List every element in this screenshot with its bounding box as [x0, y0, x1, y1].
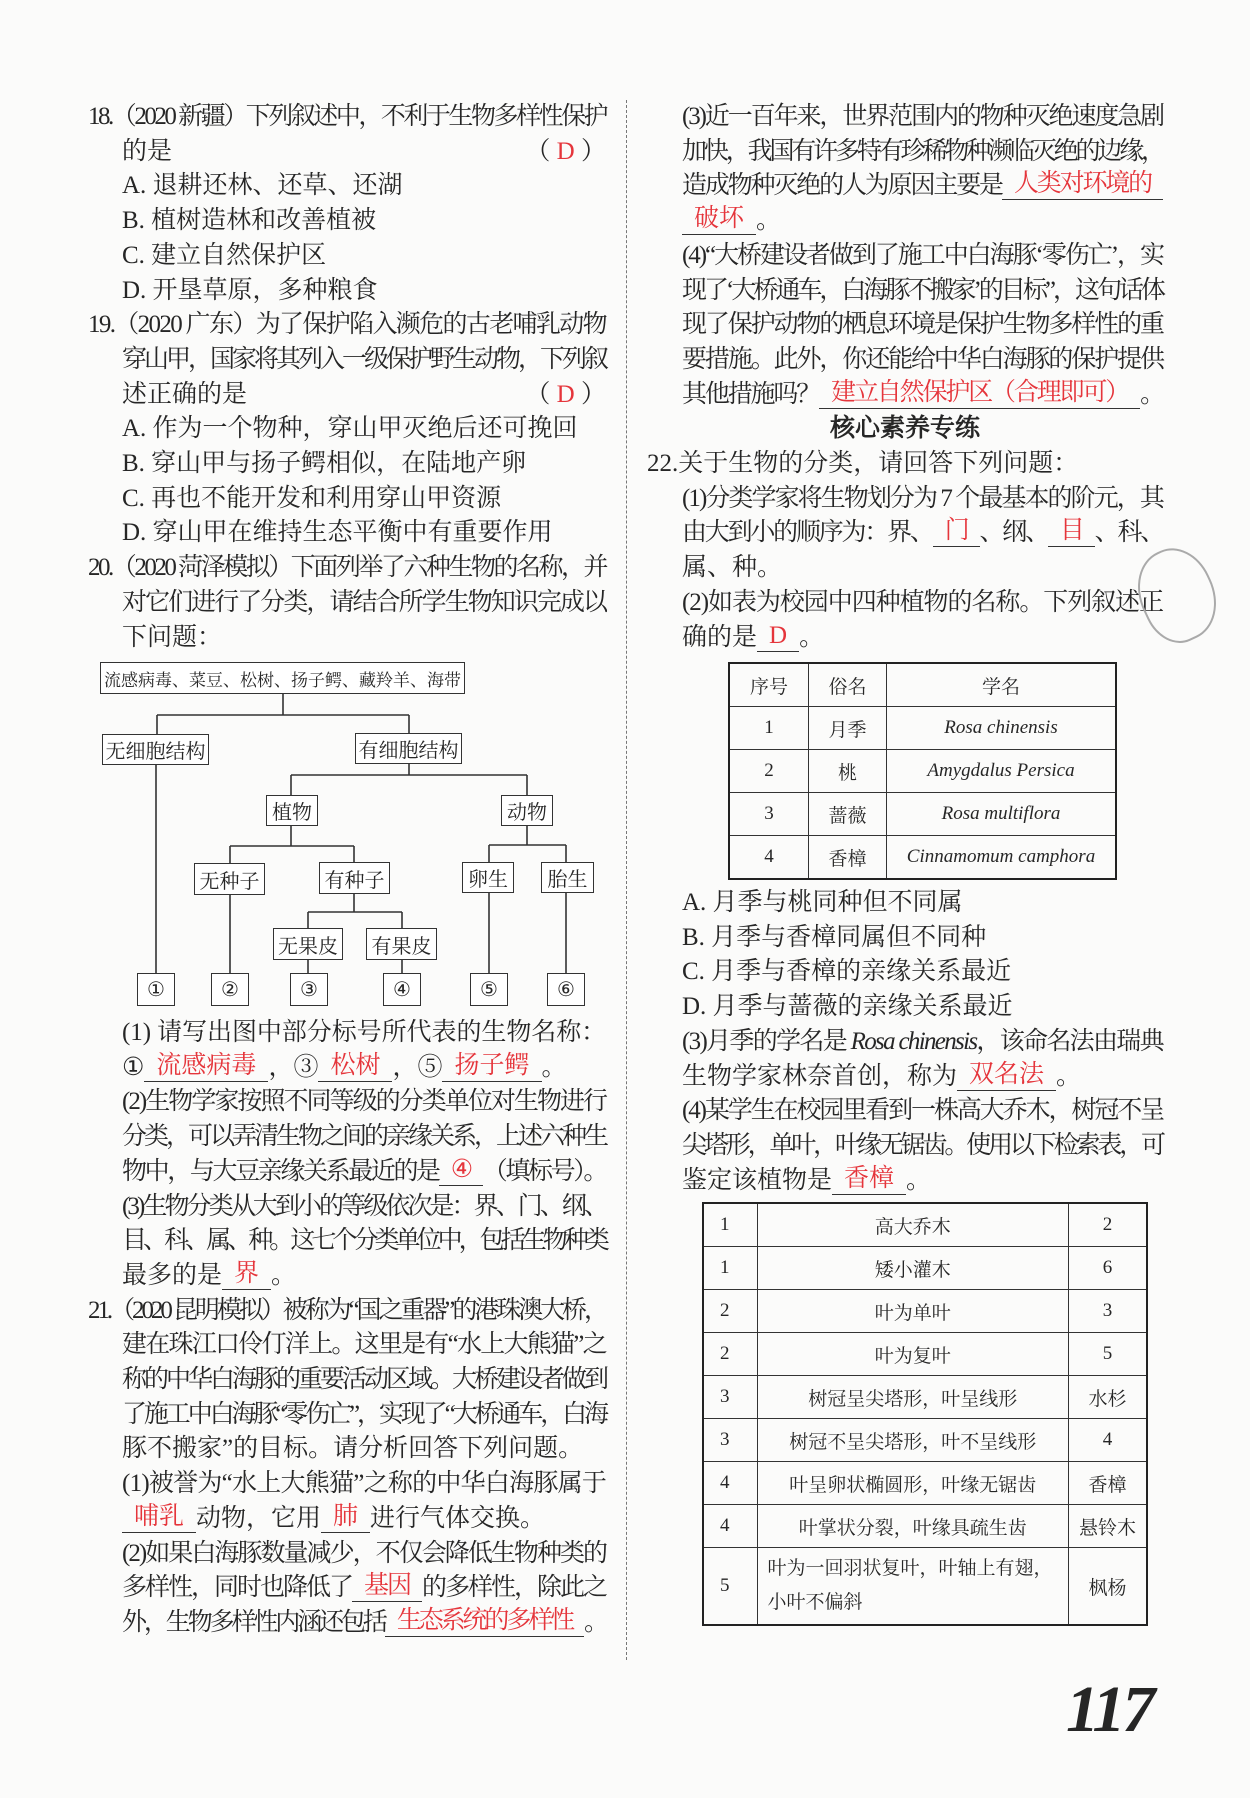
- text: B. 月季与香樟同属但不同种: [682, 923, 987, 951]
- text: 。: [756, 207, 782, 235]
- feature-cell: 树冠不呈尖塔形，叶不呈线形: [757, 1419, 1069, 1462]
- tree-node-has-peel: 有果皮: [366, 928, 437, 960]
- cell: 月季: [809, 707, 887, 750]
- text: 。: [584, 1608, 606, 1636]
- text: 造成物种灭绝的人为原因主要是: [682, 172, 1002, 200]
- step-cell: 2: [703, 1290, 757, 1333]
- text: C. 再也不能开发和利用穿山甲资源: [122, 484, 502, 512]
- scientific-name: Rosa chinensis: [850, 1027, 977, 1055]
- text-line: [122, 274, 378, 308]
- text-line: [122, 135, 172, 169]
- text-line: [682, 886, 963, 920]
- text-line: [122, 1432, 583, 1466]
- table-header-row: [729, 663, 1116, 707]
- text-line: [682, 169, 1163, 203]
- text: ①: [122, 1053, 145, 1081]
- text: 目、科、属、种。这七个分类单位中，包括生物种类: [122, 1227, 606, 1255]
- text-line: [682, 621, 824, 655]
- text: (1)分类学家将生物划分为 7 个最基本的阶元，其: [682, 484, 1163, 512]
- table-row: [729, 707, 1116, 750]
- text: 18.（2020 新疆）下列叙述中，不利于生物多样性保护: [88, 103, 607, 130]
- text: 分类，可以弄清生物之间的亲缘关系，上述六种生: [122, 1123, 607, 1151]
- answer-blank: 建立自然保护区（合理即可）: [819, 378, 1140, 409]
- answer-blank: D: [757, 621, 799, 652]
- text: (3)生物分类从大到小的等级依次是：界、门、纲、: [122, 1192, 607, 1220]
- tree-node-no-peel: 无果皮: [273, 928, 343, 960]
- cell: 桃: [809, 750, 887, 793]
- text: D. 月季与蔷薇的亲缘关系最近: [682, 993, 1013, 1021]
- stamp-logo: [1124, 537, 1231, 653]
- text-line: [122, 1571, 606, 1605]
- text: A. 月季与桃同种但不同属: [682, 889, 963, 916]
- answer-parentheses: [525, 135, 606, 169]
- result-cell: 水杉: [1069, 1376, 1148, 1419]
- answer-blank: 目: [1048, 516, 1095, 547]
- answer-blank: 香樟: [832, 1164, 906, 1195]
- text: 22.关于生物的分类，请回答下列问题：: [647, 450, 1079, 477]
- text: ）: [574, 137, 606, 165]
- text-line: [647, 447, 1078, 481]
- text-line: [122, 1224, 606, 1258]
- answer-choice: D: [556, 137, 575, 165]
- text: ，③: [268, 1053, 319, 1081]
- text-line: [682, 482, 1163, 516]
- text: (4)某学生在校园里看到一株高大乔木，树冠不呈: [682, 1097, 1164, 1125]
- text: 物中，与大豆亲缘关系最近的是: [122, 1157, 439, 1185]
- text: 豚不搬家”的目标。请分析回答下列问题。: [122, 1435, 584, 1463]
- text: 下问题：: [122, 623, 223, 651]
- tree-node-no-seed: 无种子: [194, 863, 265, 895]
- cell: 4: [729, 836, 809, 880]
- text: A. 退耕还林、还草、还湖: [122, 172, 403, 200]
- text: 21.（2020 昆明模拟）被称为“国之重器”的港珠澳大桥，: [88, 1296, 606, 1324]
- tree-node-leaf-4: ④: [383, 973, 421, 1006]
- table-row: [729, 836, 1116, 880]
- text-line: [122, 204, 376, 238]
- text: 。: [1140, 380, 1164, 408]
- tree-node-leaf-3: ③: [290, 973, 328, 1006]
- table-row: [703, 1419, 1147, 1462]
- answer-blank: 人类对环境的: [1002, 169, 1163, 200]
- text: (4)“大桥建设者做到了施工中白海豚‘零伤亡’，实: [682, 241, 1163, 269]
- answer-blank: 哺乳: [122, 1502, 196, 1533]
- tree-node-viviparous: 胎生: [541, 862, 594, 893]
- text: 最多的是: [122, 1261, 223, 1289]
- text: (3)近一百年来，世界范围内的物种灭绝速度急剧: [682, 103, 1164, 130]
- text-line: [122, 169, 403, 203]
- tree-node-leaf-1: ①: [137, 973, 175, 1006]
- text-line: [122, 1398, 606, 1432]
- text: 要措施。此外，你还能给中华白海豚的保护提供: [682, 345, 1163, 373]
- text: (2)如表为校园中四种植物的名称。下列叙述正: [682, 588, 1164, 616]
- text-line: [122, 516, 553, 550]
- table-row: [703, 1203, 1147, 1247]
- text: 现了保护动物的栖息环境是保护生物多样性的重: [682, 311, 1163, 339]
- answer-parentheses: [525, 378, 606, 412]
- text: (2)生物学家按照不同等级的分类单位对生物进行: [122, 1088, 607, 1116]
- text: D. 穿山甲在维持生态平衡中有重要作用: [122, 519, 553, 547]
- text: 。: [799, 623, 825, 651]
- text-line: [682, 586, 1163, 620]
- answer-blank: 门: [933, 516, 980, 547]
- text-line: [122, 1328, 606, 1362]
- text: 、纲、: [979, 519, 1048, 547]
- text: 建在珠江口伶仃洋上。这里是有“水上大熊猫”之: [122, 1331, 606, 1359]
- tree-node-root: 流感病毒、菜豆、松树、扬子鳄、藏羚羊、海带: [100, 662, 465, 694]
- feature-cell: 叶掌状分裂，叶缘具疏生齿: [757, 1505, 1069, 1548]
- text: 穿山甲，国家将其列入一级保护野生动物，下列叙: [122, 345, 607, 373]
- answer-blank: ④: [439, 1155, 483, 1186]
- table-row: [703, 1376, 1147, 1419]
- text-line: [805, 412, 1005, 446]
- tree-node-oviparous: 卵生: [462, 862, 514, 893]
- text-line: [122, 1537, 606, 1571]
- step-cell: 1: [703, 1247, 757, 1290]
- identification-key-table: [702, 1202, 1148, 1626]
- result-cell: 5: [1069, 1333, 1148, 1376]
- text-line: [122, 1259, 296, 1293]
- text-line: [682, 308, 1163, 342]
- answer-blank: 生态系统的多样性: [385, 1606, 584, 1637]
- text: 鉴定该植物是: [682, 1166, 833, 1194]
- tree-node-has-seed: 有种子: [319, 862, 390, 894]
- text: 生物学家林奈首创，称为: [682, 1062, 958, 1090]
- result-cell: 4: [1069, 1419, 1148, 1462]
- text-line: [88, 308, 606, 342]
- text: ，⑤: [392, 1053, 443, 1081]
- tree-node-has-cell-structure: 有细胞结构: [355, 733, 462, 764]
- feature-cell: 高大乔木: [757, 1203, 1069, 1247]
- text-line: [682, 1060, 1081, 1094]
- result-cell: 悬铃木: [1069, 1505, 1148, 1548]
- result-cell: 香樟: [1069, 1462, 1148, 1505]
- text-line: [682, 990, 1013, 1024]
- column-divider: [626, 100, 627, 1660]
- text-line: [122, 1120, 606, 1154]
- text: B. 植树造林和改善植被: [122, 207, 377, 235]
- text: 尖塔形，单叶，叶缘无锯齿。使用以下检索表，可: [682, 1131, 1163, 1159]
- cell: 1: [729, 707, 809, 750]
- cell: Rosa multiflora: [887, 793, 1117, 836]
- text: (2)如果白海豚数量减少，不仅会降低生物种类的: [122, 1539, 607, 1567]
- table-row: [703, 1505, 1147, 1548]
- answer-blank: 流感病毒: [144, 1051, 268, 1082]
- text: (1)被誉为“水上大熊猫”之称的中华白海豚属于: [122, 1470, 607, 1498]
- text: 进行气体交换。: [370, 1504, 546, 1532]
- feature-cell: 叶为复叶: [757, 1333, 1069, 1376]
- text: C. 月季与香樟的亲缘关系最近: [682, 958, 1012, 986]
- text: 、科、: [1094, 519, 1164, 547]
- text-line: [682, 1129, 1163, 1163]
- text: 的多样性，除此之: [422, 1574, 607, 1602]
- section-heading: 核心素养专练: [829, 415, 980, 443]
- plant-names-table: [728, 662, 1117, 880]
- text-line: [122, 447, 526, 481]
- text-line: [122, 482, 501, 516]
- text-line: [682, 1025, 1163, 1059]
- text-line: [122, 1363, 606, 1397]
- text: 加快，我国有许多特有珍稀物种濒临灭绝的边缘，: [682, 137, 1163, 165]
- text: （填标号）。: [482, 1157, 606, 1185]
- result-cell: 6: [1069, 1247, 1148, 1290]
- text: A. 作为一个物种，穿山甲灭绝后还可挽回: [122, 415, 578, 443]
- result-cell: 2: [1069, 1203, 1148, 1247]
- text-line: [122, 1502, 545, 1536]
- header-cell: 俗名: [809, 663, 887, 707]
- feature-cell: 叶呈卵状椭圆形，叶缘无锯齿: [757, 1462, 1069, 1505]
- cell: 3: [729, 793, 809, 836]
- text-line: [122, 378, 247, 412]
- text: 19.（2020 广东）为了保护陷入濒危的古老哺乳动物: [88, 311, 606, 339]
- feature-cell: 叶为一回羽状复叶，叶轴上有翅，小叶不偏斜: [757, 1548, 1069, 1626]
- table-row: [703, 1247, 1147, 1290]
- step-cell: 4: [703, 1505, 757, 1548]
- cell: Cinnamomum camphora: [887, 836, 1117, 880]
- text: 述正确的是: [122, 380, 248, 408]
- text-line: [682, 1164, 931, 1198]
- table-row: [703, 1462, 1147, 1505]
- text: 了施工中白海豚“零伤亡”，实现了“大桥通车，白海: [122, 1400, 606, 1428]
- text-line: [122, 412, 578, 446]
- text: 。: [1056, 1062, 1082, 1090]
- tree-node-leaf-2: ②: [211, 973, 249, 1006]
- text-line: [682, 516, 1163, 550]
- answer-blank: 双名法: [957, 1060, 1056, 1091]
- table-row: [729, 793, 1116, 836]
- cell: 2: [729, 750, 809, 793]
- text: 。: [906, 1166, 932, 1194]
- text: 由大到小的顺序为：界、: [682, 519, 933, 547]
- cell: 蔷薇: [809, 793, 887, 836]
- text: 20.（2020 菏泽模拟）下面列举了六种生物的名称，并: [88, 554, 607, 582]
- step-cell: 4: [703, 1462, 757, 1505]
- answer-blank: 松树: [318, 1051, 392, 1082]
- step-cell: 5: [703, 1548, 757, 1626]
- table-row: [729, 750, 1116, 793]
- text: 。: [541, 1053, 567, 1081]
- text-line: [122, 239, 326, 273]
- text: 多样性，同时也降低了: [122, 1574, 353, 1602]
- text: （: [525, 137, 557, 165]
- text-line: [682, 239, 1163, 273]
- text: 动物，它用: [196, 1504, 322, 1532]
- text-line: [682, 343, 1163, 377]
- step-cell: 1: [703, 1203, 757, 1247]
- answer-choice: D: [556, 380, 575, 408]
- page-number: 117: [1066, 1673, 1153, 1746]
- text-line: [682, 204, 781, 238]
- answer-blank: 基因: [352, 1571, 422, 1602]
- text: 的是: [122, 137, 173, 165]
- step-cell: 2: [703, 1333, 757, 1376]
- text-line: [122, 1606, 606, 1640]
- text: (3)月季的学名是: [682, 1027, 851, 1055]
- text: 确的是: [682, 623, 758, 651]
- text-line: [682, 921, 986, 955]
- answer-blank: 扬子鳄: [442, 1051, 541, 1082]
- text-line: [122, 1051, 567, 1085]
- text-line: [88, 100, 606, 134]
- text-line: [682, 378, 1163, 412]
- tree-node-animal: 动物: [501, 795, 553, 826]
- cell: 香樟: [809, 836, 887, 880]
- header-cell: 序号: [729, 663, 809, 707]
- text: D. 开垦草原，多种粮食: [122, 276, 378, 304]
- text-line: [122, 1085, 606, 1119]
- text: 对它们进行了分类，请结合所学生物知识完成以: [122, 588, 607, 616]
- text: 称的中华白海豚的重要活动区域。大桥建设者做到: [122, 1366, 607, 1393]
- text-line: [122, 621, 222, 655]
- step-cell: 3: [703, 1376, 757, 1419]
- text-line: [682, 955, 1011, 989]
- table-row: [703, 1290, 1147, 1333]
- text: 其他措施吗？: [682, 380, 820, 408]
- text-line: [122, 1467, 606, 1501]
- cell: Amygdalus Persica: [887, 750, 1117, 793]
- answer-blank: 破坏: [682, 204, 756, 235]
- tree-node-plant: 植物: [266, 795, 318, 826]
- text: (1) 请写出图中部分标号所代表的生物名称：: [122, 1019, 607, 1046]
- header-cell: 学名: [887, 663, 1117, 707]
- tree-node-leaf-6: ⑥: [547, 973, 585, 1006]
- text: B. 穿山甲与扬子鳄相似，在陆地产卵: [122, 450, 527, 477]
- step-cell: 3: [703, 1419, 757, 1462]
- feature-cell: 树冠呈尖塔形，叶呈线形: [757, 1376, 1069, 1419]
- result-cell: 枫杨: [1069, 1548, 1148, 1626]
- text-line: [122, 1155, 606, 1189]
- answer-blank: 肺: [321, 1502, 370, 1533]
- tree-node-no-cell-structure: 无细胞结构: [102, 734, 209, 765]
- text: ）: [574, 380, 606, 408]
- text-line: [682, 551, 782, 585]
- text-line: [122, 1190, 606, 1224]
- cell: Rosa chinensis: [887, 707, 1117, 750]
- text: C. 建立自然保护区: [122, 241, 327, 269]
- text-line: [682, 135, 1163, 169]
- text-line: [122, 1016, 606, 1050]
- answer-blank: 界: [222, 1259, 271, 1290]
- text-line: [122, 343, 606, 377]
- text: 。: [271, 1261, 297, 1289]
- text-line: [682, 100, 1163, 134]
- text: ，该命名法由瑞典: [976, 1027, 1163, 1055]
- text-line: [88, 551, 606, 585]
- tree-node-leaf-5: ⑤: [470, 973, 508, 1006]
- text: 外，生物多样性内涵还包括: [122, 1608, 385, 1636]
- text-line: [88, 1294, 606, 1328]
- table-row: [703, 1333, 1147, 1376]
- result-cell: 3: [1069, 1290, 1148, 1333]
- feature-cell: 叶为单叶: [757, 1290, 1069, 1333]
- feature-cell: 矮小灌木: [757, 1247, 1069, 1290]
- table-row: [703, 1548, 1147, 1626]
- text-line: [682, 274, 1163, 308]
- text-line: [122, 586, 606, 620]
- text-line: [682, 1094, 1163, 1128]
- text: （: [525, 380, 557, 408]
- text: 现了‘大桥通车，白海豚不搬家’的目标”，这句话体: [682, 276, 1163, 304]
- text: 属、种。: [682, 554, 783, 582]
